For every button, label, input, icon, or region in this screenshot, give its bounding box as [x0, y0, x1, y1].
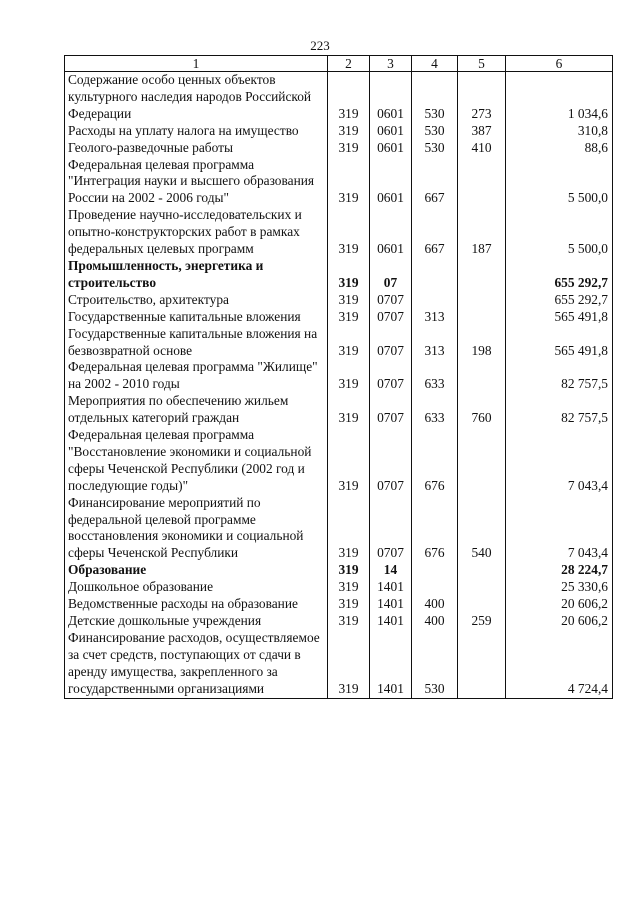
row-code-2: 319 — [328, 140, 370, 157]
table-row — [65, 207, 613, 258]
row-amount: 28 224,7 — [506, 562, 613, 579]
row-amount: 5 500,0 — [506, 157, 613, 208]
row-code-4 — [412, 292, 458, 309]
column-header-6: 6 — [506, 56, 613, 72]
row-code-4: 676 — [412, 495, 458, 563]
row-code-4: 676 — [412, 427, 458, 495]
row-amount: 565 491,8 — [506, 326, 613, 360]
row-code-3: 0601 — [370, 72, 412, 123]
row-code-2: 319 — [328, 613, 370, 630]
row-amount: 88,6 — [506, 140, 613, 157]
row-code-5: 760 — [458, 393, 506, 427]
row-amount: 7 043,4 — [506, 427, 613, 495]
row-amount: 82 757,5 — [506, 359, 613, 393]
row-code-4: 400 — [412, 596, 458, 613]
row-code-2: 319 — [328, 427, 370, 495]
row-code-5 — [458, 579, 506, 596]
row-code-3: 0707 — [370, 326, 412, 360]
row-code-4: 530 — [412, 123, 458, 140]
row-code-4: 530 — [412, 630, 458, 698]
budget-table — [64, 55, 613, 699]
row-code-5: 540 — [458, 495, 506, 563]
row-code-2: 319 — [328, 326, 370, 360]
row-code-2: 319 — [328, 579, 370, 596]
row-name: Промышленность, энергетика и строительство — [65, 258, 328, 292]
row-code-5 — [458, 359, 506, 393]
row-code-4 — [412, 562, 458, 579]
row-code-4: 313 — [412, 326, 458, 360]
row-code-4: 313 — [412, 309, 458, 326]
table-row — [65, 596, 613, 613]
row-code-3: 0707 — [370, 427, 412, 495]
row-amount: 4 724,4 — [506, 630, 613, 698]
row-code-3: 1401 — [370, 579, 412, 596]
row-code-3: 1401 — [370, 630, 412, 698]
row-name: Детские дошкольные учреждения — [65, 613, 328, 630]
row-code-5 — [458, 427, 506, 495]
table-row — [65, 495, 613, 563]
row-amount: 7 043,4 — [506, 495, 613, 563]
row-code-2: 319 — [328, 359, 370, 393]
row-code-2: 319 — [328, 495, 370, 563]
row-name: Федеральная целевая программа "Интеграция науки и высшего образования России на 2002 - 2006 годы" — [65, 157, 328, 208]
row-amount: 655 292,7 — [506, 292, 613, 309]
row-code-2: 319 — [328, 292, 370, 309]
row-name: Федеральная целевая программа "Жилище" на 2002 - 2010 годы — [65, 359, 328, 393]
row-amount: 655 292,7 — [506, 258, 613, 292]
row-code-2: 319 — [328, 157, 370, 208]
row-code-4: 400 — [412, 613, 458, 630]
row-name: Геолого-разведочные работы — [65, 140, 328, 157]
row-code-5 — [458, 309, 506, 326]
row-code-2: 319 — [328, 562, 370, 579]
row-amount: 5 500,0 — [506, 207, 613, 258]
row-name: Дошкольное образование — [65, 579, 328, 596]
row-amount: 310,8 — [506, 123, 613, 140]
table-row — [65, 359, 613, 393]
row-code-5: 187 — [458, 207, 506, 258]
row-code-5: 273 — [458, 72, 506, 123]
row-amount: 1 034,6 — [506, 72, 613, 123]
table-row — [65, 258, 613, 292]
row-name: Государственные капитальные вложения на безвозвратной основе — [65, 326, 328, 360]
row-name: Образование — [65, 562, 328, 579]
row-name: Проведение научно-исследовательских и опытно-конструкторских работ в рамках федеральных целевых программ — [65, 207, 328, 258]
row-code-3: 0601 — [370, 123, 412, 140]
row-code-5: 410 — [458, 140, 506, 157]
row-code-4: 633 — [412, 393, 458, 427]
row-code-3: 0601 — [370, 207, 412, 258]
row-code-4: 530 — [412, 72, 458, 123]
table-row — [65, 326, 613, 360]
row-code-3: 1401 — [370, 596, 412, 613]
column-header-1: 1 — [65, 56, 328, 72]
row-code-5 — [458, 157, 506, 208]
row-name: Финансирование мероприятий по федеральной целевой программе восстановления экономики и социальной сферы Чеченской Республики — [65, 495, 328, 563]
row-code-4: 667 — [412, 157, 458, 208]
table-row — [65, 140, 613, 157]
header-row — [65, 56, 613, 72]
row-code-2: 319 — [328, 207, 370, 258]
row-code-4: 667 — [412, 207, 458, 258]
table-row — [65, 292, 613, 309]
row-code-3: 0707 — [370, 495, 412, 563]
row-code-3: 1401 — [370, 613, 412, 630]
row-amount: 565 491,8 — [506, 309, 613, 326]
row-amount: 82 757,5 — [506, 393, 613, 427]
column-header-3: 3 — [370, 56, 412, 72]
row-amount: 25 330,6 — [506, 579, 613, 596]
row-code-2: 319 — [328, 258, 370, 292]
column-header-4: 4 — [412, 56, 458, 72]
table-body — [65, 72, 613, 699]
row-code-3: 07 — [370, 258, 412, 292]
row-amount: 20 606,2 — [506, 596, 613, 613]
table-row — [65, 427, 613, 495]
row-code-3: 0601 — [370, 140, 412, 157]
row-code-2: 319 — [328, 596, 370, 613]
row-name: Государственные капитальные вложения — [65, 309, 328, 326]
row-name: Расходы на уплату налога на имущество — [65, 123, 328, 140]
row-code-2: 319 — [328, 72, 370, 123]
table-row — [65, 393, 613, 427]
table-row — [65, 562, 613, 579]
table-row — [65, 157, 613, 208]
row-code-5: 387 — [458, 123, 506, 140]
table-row — [65, 613, 613, 630]
row-code-4: 530 — [412, 140, 458, 157]
table-row — [65, 123, 613, 140]
row-code-5 — [458, 562, 506, 579]
row-code-2: 319 — [328, 123, 370, 140]
row-code-3: 0707 — [370, 393, 412, 427]
row-code-5: 259 — [458, 613, 506, 630]
column-header-2: 2 — [328, 56, 370, 72]
row-code-3: 0707 — [370, 292, 412, 309]
row-name: Строительство, архитектура — [65, 292, 328, 309]
row-name: Федеральная целевая программа "Восстановление экономики и социальной сферы Чеченской Республики (2002 год и последующие годы)" — [65, 427, 328, 495]
row-name: Ведомственные расходы на образование — [65, 596, 328, 613]
column-header-5: 5 — [458, 56, 506, 72]
row-code-5 — [458, 292, 506, 309]
row-code-5: 198 — [458, 326, 506, 360]
row-code-4 — [412, 258, 458, 292]
row-code-5 — [458, 596, 506, 613]
table-row — [65, 630, 613, 698]
row-code-2: 319 — [328, 630, 370, 698]
row-code-3: 0601 — [370, 157, 412, 208]
row-name: Содержание особо ценных объектов культурного наследия народов Российской Федерации — [65, 72, 328, 123]
row-code-3: 14 — [370, 562, 412, 579]
page-number: 223 — [310, 38, 330, 53]
row-name: Финансирование расходов, осуществляемое за счет средств, поступающих от сдачи в аренду имущества, закрепленного за государственными организациями — [65, 630, 328, 698]
row-code-3: 0707 — [370, 359, 412, 393]
table-row — [65, 579, 613, 596]
table-header — [65, 56, 613, 72]
table-row — [65, 72, 613, 123]
row-code-4: 633 — [412, 359, 458, 393]
row-code-2: 319 — [328, 393, 370, 427]
row-code-4 — [412, 579, 458, 596]
row-code-2: 319 — [328, 309, 370, 326]
row-name: Мероприятия по обеспечению жильем отдельных категорий граждан — [65, 393, 328, 427]
row-code-5 — [458, 258, 506, 292]
row-amount: 20 606,2 — [506, 613, 613, 630]
row-code-5 — [458, 630, 506, 698]
table-row — [65, 309, 613, 326]
row-code-3: 0707 — [370, 309, 412, 326]
